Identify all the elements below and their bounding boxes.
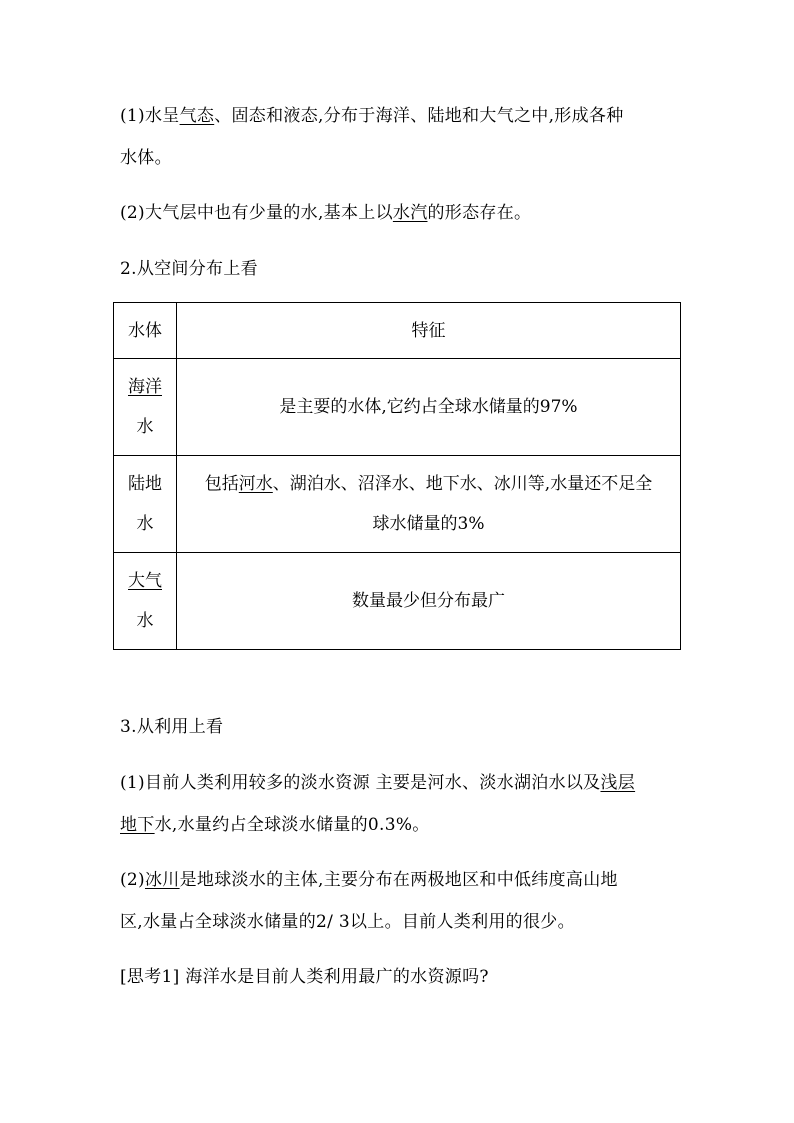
para2-suffix: 的形态存在。	[427, 203, 532, 223]
para3-line1	[120, 772, 635, 794]
header-water-body: 水体	[114, 303, 177, 359]
land-name-rest: 水	[136, 514, 154, 534]
land-name-plain: 陆地	[128, 474, 162, 494]
row-land-name	[114, 456, 177, 553]
para1-underline-gaseous: 气态	[179, 106, 215, 126]
para3-line2-rest: 水,水量约占全球淡水储量的0.3%。	[154, 815, 430, 835]
para4-underline-glacier: 冰川	[144, 870, 180, 890]
table-row	[114, 359, 681, 456]
ocean-name-underlined: 海洋	[128, 377, 162, 397]
atmosphere-name-rest: 水	[136, 611, 154, 631]
row-atmosphere-name	[114, 553, 177, 650]
row-atmosphere-feature: 数量最少但分布最广	[177, 553, 681, 650]
land-feature-prefix: 包括	[204, 474, 239, 494]
para2	[120, 202, 531, 224]
water-body-table	[113, 302, 681, 650]
section2-title: 2.从空间分布上看	[120, 259, 258, 279]
para1-line2: 水体。	[120, 148, 172, 168]
para3-underline-underground: 地下	[120, 815, 155, 835]
think-question-1: [思考1] 海洋水是目前人类利用最广的水资源吗?	[120, 967, 489, 987]
para1-prefix: (1)水呈	[120, 106, 180, 126]
section3-title: 3.从利用上看	[120, 717, 224, 737]
row-ocean-feature: 是主要的水体,它约占全球水储量的97%	[177, 359, 681, 456]
table-header-row	[114, 303, 681, 359]
land-feature-line2: 球水储量的3%	[372, 514, 485, 534]
para3-line2	[120, 814, 430, 836]
row-land-feature	[177, 456, 681, 553]
header-feature: 特征	[177, 303, 681, 359]
land-feature-underline-river: 河水	[238, 474, 273, 494]
table-row	[114, 553, 681, 650]
ocean-name-rest: 水	[136, 417, 154, 437]
para2-underline-vapor: 水汽	[392, 203, 428, 223]
table-row	[114, 456, 681, 553]
row-ocean-name	[114, 359, 177, 456]
para1-rest: 、固态和液态,分布于海洋、陆地和大气之中,形成各种	[214, 106, 624, 126]
para4-line2: 区,水量占全球淡水储量的2/ 3以上。目前人类利用的很少。	[120, 912, 575, 932]
para4-prefix: (2)	[120, 870, 145, 890]
para4-line1	[120, 869, 618, 891]
para3-line1-prefix: (1)目前人类利用较多的淡水资源 主要是河水、淡水湖泊水以及	[120, 773, 601, 793]
para1-line1	[120, 105, 624, 127]
para3-underline-shallow: 浅层	[600, 773, 636, 793]
para4-line1-rest: 是地球淡水的主体,主要分布在两极地区和中低纬度高山地	[179, 870, 618, 890]
atmosphere-name-underlined: 大气	[128, 571, 162, 591]
para2-prefix: (2)大气层中也有少量的水,基本上以	[120, 203, 393, 223]
land-feature-line1-rest: 、湖泊水、沼泽水、地下水、冰川等,水量还不足全	[272, 474, 653, 494]
